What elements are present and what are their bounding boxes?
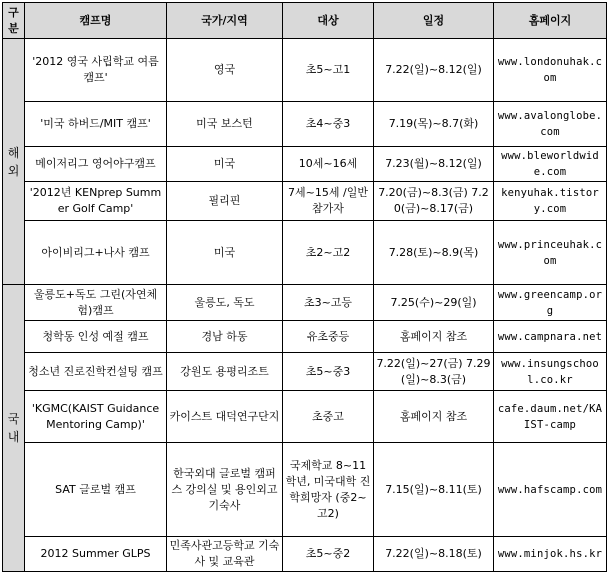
region-overseas: 해외 — [3, 39, 25, 285]
camp-location: 카이스트 대덕연구단지 — [167, 391, 283, 443]
camp-name: 메이저리그 영어야구캠프 — [25, 147, 167, 182]
camp-schedule-table — [2, 2, 607, 572]
camp-homepage: www.avalonglobe.com — [494, 102, 607, 147]
camp-target: 10세~16세 — [283, 147, 374, 182]
table-row — [3, 353, 607, 391]
camp-location: 한국외대 글로벌 캠퍼스 강의실 및 용인외고 기숙사 — [167, 443, 283, 537]
table-row — [3, 182, 607, 221]
camp-schedule: 7.22(일)~8.12(일) — [374, 39, 494, 102]
camp-name: SAT 글로벌 캠프 — [25, 443, 167, 537]
camp-target: 초5~중3 — [283, 353, 374, 391]
table-row — [3, 537, 607, 572]
camp-schedule: 홈페이지 참조 — [374, 321, 494, 353]
camp-location: 미국 — [167, 147, 283, 182]
table-row — [3, 443, 607, 537]
camp-homepage: www.bleworldwide.com — [494, 147, 607, 182]
camp-schedule: 7.19(목)~8.7(화) — [374, 102, 494, 147]
table-row — [3, 391, 607, 443]
region-domestic: 국내 — [3, 285, 25, 572]
camp-schedule: 7.25(수)~29(일) — [374, 285, 494, 321]
camp-schedule: 7.20(금)~8.3(금) 7.20(금)~8.17(금) — [374, 182, 494, 221]
camp-schedule: 7.15(일)~8.11(토) — [374, 443, 494, 537]
camp-location: 민족사관고등학교 기숙사 및 교육관 — [167, 537, 283, 572]
camp-name: 울릉도+독도 그린(자연체험)캠프 — [25, 285, 167, 321]
camp-schedule: 7.23(월)~8.12(일) — [374, 147, 494, 182]
table-row — [3, 147, 607, 182]
header-schedule: 일정 — [374, 3, 494, 39]
camp-homepage: cafe.daum.net/KAIST-camp — [494, 391, 607, 443]
camp-location: 미국 — [167, 221, 283, 285]
camp-homepage: www.insungschool.co.kr — [494, 353, 607, 391]
camp-name: 청학동 인성 예절 캠프 — [25, 321, 167, 353]
table-row — [3, 221, 607, 285]
camp-target: 초5~중2 — [283, 537, 374, 572]
camp-schedule: 7.22(일)~8.18(토) — [374, 537, 494, 572]
camp-schedule: 7.28(토)~8.9(목) — [374, 221, 494, 285]
camp-homepage: www.minjok.hs.kr — [494, 537, 607, 572]
camp-target: 초4~중3 — [283, 102, 374, 147]
camp-name: 아이비리그+나사 캠프 — [25, 221, 167, 285]
camp-name: '미국 하버드/MIT 캠프' — [25, 102, 167, 147]
camp-homepage: www.greencamp.org — [494, 285, 607, 321]
camp-schedule: 7.22(일)~27(금) 7.29(일)~8.3(금) — [374, 353, 494, 391]
camp-homepage: www.londonuhak.com — [494, 39, 607, 102]
camp-schedule: 홈페이지 참조 — [374, 391, 494, 443]
camp-target: 초3~고등 — [283, 285, 374, 321]
camp-name: '2012년 KENprep Summer Golf Camp' — [25, 182, 167, 221]
header-camp-name: 캠프명 — [25, 3, 167, 39]
header-target: 대상 — [283, 3, 374, 39]
camp-name: '2012 영국 사립학교 여름캠프' — [25, 39, 167, 102]
table-row — [3, 39, 607, 102]
header-location: 국가/지역 — [167, 3, 283, 39]
camp-homepage: www.princeuhak.com — [494, 221, 607, 285]
table-header-row — [3, 3, 607, 39]
camp-target: 7세~15세 /일반참가자 — [283, 182, 374, 221]
camp-target: 초5~고1 — [283, 39, 374, 102]
header-category: 구분 — [3, 3, 25, 39]
camp-name: 청소년 진로진학컨설팅 캠프 — [25, 353, 167, 391]
camp-name: 2012 Summer GLPS — [25, 537, 167, 572]
camp-location: 강원도 용평리조트 — [167, 353, 283, 391]
camp-target: 초중고 — [283, 391, 374, 443]
camp-location: 영국 — [167, 39, 283, 102]
table-row — [3, 102, 607, 147]
camp-location: 울릉도, 독도 — [167, 285, 283, 321]
header-homepage: 홈페이지 — [494, 3, 607, 39]
camp-homepage: www.campnara.net — [494, 321, 607, 353]
camp-target: 국제학교 8~11학년, 미국대학 진학희망자 (중2~고2) — [283, 443, 374, 537]
camp-name: 'KGMC(KAIST Guidance Mentoring Camp)' — [25, 391, 167, 443]
table-row — [3, 285, 607, 321]
camp-homepage: kenyuhak.tistory.com — [494, 182, 607, 221]
camp-location: 미국 보스턴 — [167, 102, 283, 147]
table-row — [3, 321, 607, 353]
camp-location: 필리핀 — [167, 182, 283, 221]
camp-homepage: www.hafscamp.com — [494, 443, 607, 537]
camp-target: 유초중등 — [283, 321, 374, 353]
camp-location: 경남 하동 — [167, 321, 283, 353]
camp-target: 초2~고2 — [283, 221, 374, 285]
